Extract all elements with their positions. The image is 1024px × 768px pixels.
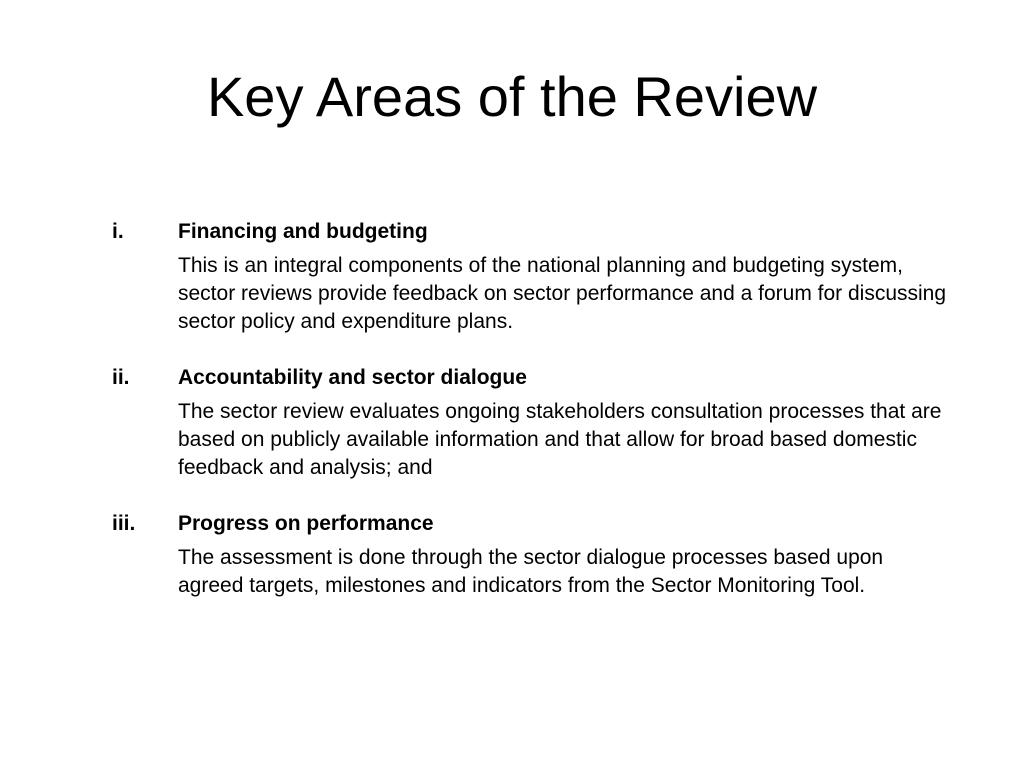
list-item-heading: Progress on performance: [178, 512, 434, 535]
list-item-description: The assessment is done through the sector dialogue processes based upon agreed targets, milestones and indicators from the Sector Monitoring Tool.: [178, 546, 884, 597]
list-item-financing-budgeting: [112, 218, 952, 336]
list-item-description: The sector review evaluates ongoing stakeholders consultation processes that are based on publicly available information and that allow for broad based domestic feedback and analysis; and: [178, 400, 942, 479]
list-item-numeral: iii.: [112, 512, 136, 535]
key-areas-list: [112, 218, 952, 600]
list-item-heading: Financing and budgeting: [178, 220, 428, 243]
list-item-numeral: ii.: [112, 366, 130, 389]
list-item-heading: Accountability and sector dialogue: [178, 366, 527, 389]
list-item-description: This is an integral components of the national planning and budgeting system, sector reviews provide feedback on sector performance and a forum for discussing sector policy and expenditure plans.: [178, 254, 947, 333]
slide-title: Key Areas of the Review: [206, 65, 818, 128]
list-item-accountability-dialogue: [112, 364, 952, 482]
list-item-numeral: i.: [112, 220, 124, 243]
list-item-progress-performance: [112, 510, 952, 600]
